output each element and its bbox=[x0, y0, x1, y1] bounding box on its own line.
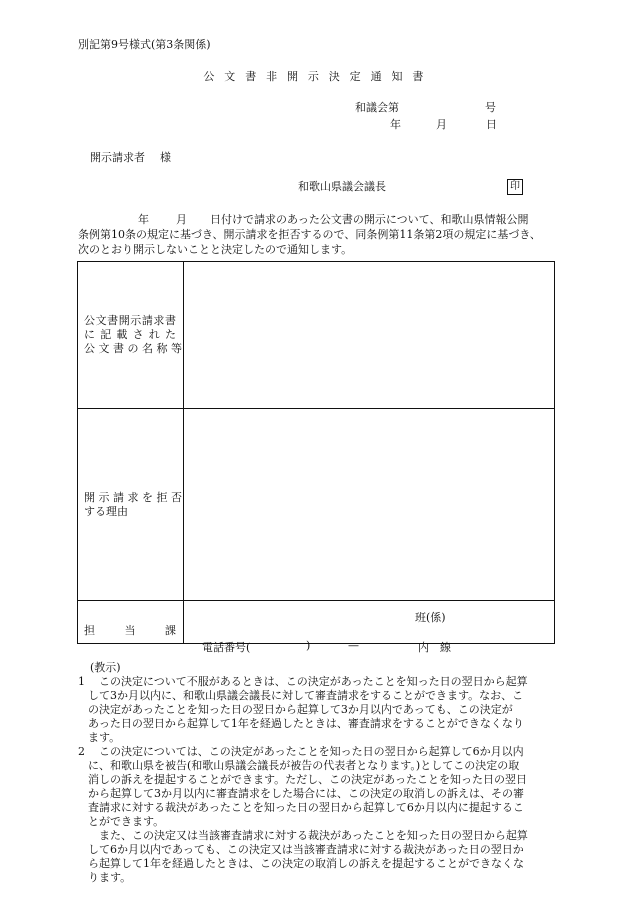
date-year: 年 bbox=[390, 118, 401, 131]
notice-item-2-line: 査請求に対する裁決があったことを知った日の翌日から起算して6か月以内に提起するこ bbox=[88, 801, 524, 814]
document-name-label-line: 公文書開示請求書 bbox=[84, 314, 176, 327]
notice-item-2-line: から起算して3か月以内に審査請求をした場合には、この決定の取消しの訴えは、その審 bbox=[88, 787, 524, 800]
intro-month-unit: 月 bbox=[176, 213, 187, 226]
notice-heading: (教示) bbox=[90, 661, 121, 674]
table-column-divider bbox=[183, 262, 184, 643]
notice-item-1-number: 1 bbox=[78, 675, 85, 688]
staff-section-label bbox=[84, 622, 176, 638]
table-row-divider bbox=[78, 408, 554, 409]
team-label: 班(係) bbox=[415, 611, 446, 624]
seal-mark: 印 bbox=[507, 179, 523, 195]
notice-item-2-line: に、和歌山県を被告(和歌山県議会議長が被告の代表者となります。)としてこの決定の取 bbox=[88, 759, 520, 772]
notice-item-1-line: この決定について不服があるときは、この決定があったことを知った日の翌日から起算 bbox=[99, 675, 528, 688]
notice-item-2-line: して6か月以内であっても、この決定又は当該審査請求に対する裁決があった日の翌日か bbox=[88, 843, 524, 856]
notice-item-2-number: 2 bbox=[78, 745, 85, 758]
intro-line-1: 日付けで請求のあった公文書の開示について、和歌山県情報公開 bbox=[210, 213, 529, 226]
form-label: 別記第9号様式(第3条関係) bbox=[78, 38, 211, 51]
notice-item-2-line: とができます。 bbox=[88, 815, 165, 828]
date-month: 月 bbox=[436, 118, 447, 131]
notice-item-1-line: あった日の翌日から起算して1年を経過したときは、審査請求をすることができなくなり bbox=[88, 717, 524, 730]
intro-line-3: 次のとおり開示しないことと決定したので通知します。 bbox=[78, 243, 353, 256]
notice-item-1-line: の決定があったことを知った日の翌日から起算して3か月以内であっても、この決定が bbox=[88, 703, 513, 716]
notice-item-2-line: ら起算して1年を経過したときは、この決定の取消しの訴えを提起することができなくな bbox=[88, 857, 524, 870]
notice-item-2-line: ります。 bbox=[88, 871, 132, 884]
addressee-honorific: 様 bbox=[160, 151, 171, 164]
refusal-reason-label bbox=[84, 491, 182, 519]
refusal-reason-label-line: する理由 bbox=[84, 505, 128, 518]
notice-item-2-line: 消しの訴えを提起することができます。ただし、この決定があったことを知った日の翌日 bbox=[88, 773, 528, 786]
table-row-divider bbox=[78, 600, 554, 601]
decision-form-table bbox=[77, 261, 555, 654]
notice-item-1-line: して3か月以内に、和歌山県議会議長に対して審査請求をすることができます。なお、こ bbox=[88, 689, 524, 702]
issuer-name: 和歌山県議会議長 bbox=[298, 180, 386, 193]
notice-item-2-line: この決定については、この決定があったことを知った日の翌日から起算して6か月以内 bbox=[99, 745, 524, 758]
addressee-name: 開示請求者 bbox=[90, 151, 145, 164]
document-title: 公 文 書 非 開 示 決 定 通 知 書 bbox=[203, 70, 427, 83]
document-name-label-line: 公 文 書 の 名 称 等 bbox=[84, 342, 182, 355]
notice-item-1-line: ます。 bbox=[88, 731, 121, 744]
council-number-prefix: 和議会第 bbox=[355, 101, 399, 114]
staff-label-char: 当 bbox=[124, 624, 136, 637]
notice-item-2-line: また、この決定又は当該審査請求に対する裁決があったことを知った日の翌日から起算 bbox=[99, 829, 528, 842]
telephone-label: 電話番号( bbox=[202, 641, 251, 654]
refusal-reason-label-line: 開 示 請 求 を 拒 否 bbox=[84, 491, 182, 504]
telephone-dash: — bbox=[348, 639, 359, 652]
number-suffix: 号 bbox=[485, 101, 496, 114]
staff-label-char: 課 bbox=[165, 624, 176, 637]
document-name-label bbox=[84, 314, 182, 356]
intro-year-unit: 年 bbox=[138, 213, 149, 226]
date-day: 日 bbox=[486, 118, 497, 131]
staff-label-char: 担 bbox=[84, 624, 95, 637]
intro-line-2: 条例第10条の規定に基づき、開示請求を拒否するので、同条例第11条第2項の規定に基づき、 bbox=[78, 228, 541, 241]
telephone-close-paren: ) bbox=[306, 639, 311, 652]
document-name-label-line: に 記 載 さ れ た bbox=[84, 328, 176, 341]
extension-label: 内 線 bbox=[418, 641, 451, 654]
